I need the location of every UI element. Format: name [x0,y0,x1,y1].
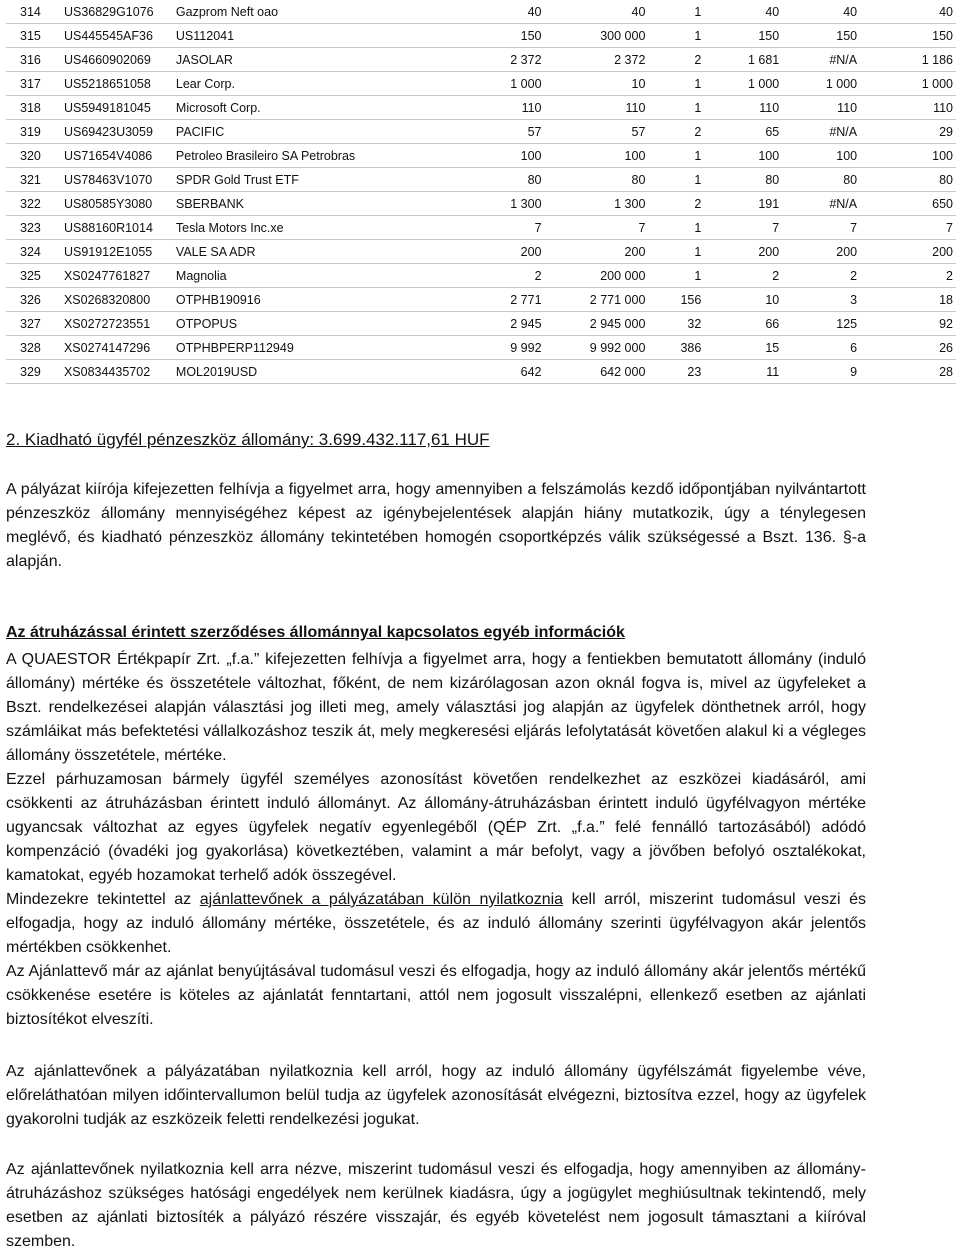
cell-q3: 1 [648,72,704,96]
cell-q1: 7 [469,216,545,240]
cell-q5: 125 [782,312,860,336]
paragraph-mindezekre-underlined: ajánlattevőnek a pályázatában külön nyilatkoznia [199,891,564,908]
cell-q2: 300 000 [545,24,649,48]
cell-q5: 2 [782,264,860,288]
cell-q2: 40 [545,0,649,24]
cell-q1: 80 [469,168,545,192]
cell-no: 318 [6,96,61,120]
cell-q2: 7 [545,216,649,240]
table-row [6,216,956,240]
cell-isin: US78463V1070 [61,168,173,192]
cell-isin: US4660902069 [61,48,173,72]
holdings-table [6,0,956,384]
cell-q2: 110 [545,96,649,120]
cell-no: 315 [6,24,61,48]
cell-q3: 1 [648,24,704,48]
cell-q6: 1 000 [860,72,956,96]
cell-name: SPDR Gold Trust ETF [173,168,469,192]
table-row [6,144,956,168]
cell-q2: 80 [545,168,649,192]
cell-q3: 156 [648,288,704,312]
table-row [6,120,956,144]
cell-q3: 32 [648,312,704,336]
cell-q4: 65 [704,120,782,144]
cell-no: 320 [6,144,61,168]
cell-q2: 2 771 000 [545,288,649,312]
table-row [6,24,956,48]
cell-q2: 200 [545,240,649,264]
cell-name: OTPHBPERP112949 [173,336,469,360]
cell-no: 319 [6,120,61,144]
cell-name: JASOLAR [173,48,469,72]
cell-q4: 100 [704,144,782,168]
cell-q3: 23 [648,360,704,384]
cell-q3: 1 [648,264,704,288]
cell-name: Lear Corp. [173,72,469,96]
cell-isin: XS0247761827 [61,264,173,288]
table-row [6,72,956,96]
table-row [6,360,956,384]
cell-q5: 7 [782,216,860,240]
cell-q6: 100 [860,144,956,168]
cell-q4: 80 [704,168,782,192]
cell-name: VALE SA ADR [173,240,469,264]
cell-isin: US88160R1014 [61,216,173,240]
cell-q1: 40 [469,0,545,24]
cell-q4: 1 681 [704,48,782,72]
cell-q1: 57 [469,120,545,144]
paragraph-ajanlattevo: Az Ajánlattevő már az ajánlat benyújtásával tudomásul veszi és elfogadja, hogy az induló állomány akár jelentős mértékű csökkenése esetére is köteles az ajánlatát fenntartani, attól nem jogosult visszalépni, ellenkező esetben az ajánlati biztosítékot elveszíti. [6,963,866,1028]
cell-q5: 200 [782,240,860,264]
cell-q6: 2 [860,264,956,288]
cell-name: Microsoft Corp. [173,96,469,120]
cell-q5: 100 [782,144,860,168]
cell-q4: 66 [704,312,782,336]
cell-name: MOL2019USD [173,360,469,384]
section-heading-kiadhato: 2. Kiadható ügyfél pénzeszköz állomány: 3.699.432.117,61 HUF [6,430,490,449]
cell-isin: US69423U3059 [61,120,173,144]
cell-q1: 1 000 [469,72,545,96]
cell-q4: 200 [704,240,782,264]
table-row [6,168,956,192]
cell-q6: 26 [860,336,956,360]
cell-name: Gazprom Neft oao [173,0,469,24]
cell-isin: XS0834435702 [61,360,173,384]
table-row [6,96,956,120]
cell-q6: 200 [860,240,956,264]
cell-q4: 15 [704,336,782,360]
table-row [6,336,956,360]
holdings-table-body [6,0,956,384]
cell-q5: 150 [782,24,860,48]
cell-name: PACIFIC [173,120,469,144]
paragraph-mindezekre [6,888,866,960]
cell-q3: 2 [648,120,704,144]
cell-isin: XS0274147296 [61,336,173,360]
cell-q1: 110 [469,96,545,120]
cell-name: OTPOPUS [173,312,469,336]
cell-q6: 92 [860,312,956,336]
table-row [6,312,956,336]
cell-q3: 1 [648,216,704,240]
cell-name: US112041 [173,24,469,48]
cell-q1: 100 [469,144,545,168]
cell-q2: 2 945 000 [545,312,649,336]
cell-q2: 9 992 000 [545,336,649,360]
cell-q2: 200 000 [545,264,649,288]
cell-q3: 1 [648,240,704,264]
cell-name: OTPHB190916 [173,288,469,312]
cell-q3: 2 [648,192,704,216]
cell-q3: 1 [648,0,704,24]
cell-isin: US80585Y3080 [61,192,173,216]
cell-no: 321 [6,168,61,192]
cell-name: Tesla Motors Inc.xe [173,216,469,240]
cell-q1: 150 [469,24,545,48]
cell-q4: 11 [704,360,782,384]
cell-no: 323 [6,216,61,240]
paragraph-homogen-csoport: A pályázat kiírója kifejezetten felhívja a figyelmet arra, hogy amennyiben a felszámolás kezdő időpontjában nyilvántartott pénzeszköz állomány mennyiségéhez képest az igénybejelentések alapján hiány mutatkozik, úgy a ténylegesen meglévő, és kiadható pénzeszköz állomány tekintetében homogén csoportképzés válik szükségessé a Bszt. 136. §-a alapján. [6,481,866,570]
cell-q2: 1 300 [545,192,649,216]
cell-isin: US5949181045 [61,96,173,120]
cell-isin: US445545AF36 [61,24,173,48]
cell-q6: 650 [860,192,956,216]
cell-q5: 110 [782,96,860,120]
cell-q5: 3 [782,288,860,312]
cell-q5: 9 [782,360,860,384]
cell-q1: 9 992 [469,336,545,360]
cell-no: 326 [6,288,61,312]
cell-q3: 1 [648,144,704,168]
cell-q6: 29 [860,120,956,144]
table-row [6,288,956,312]
table-row [6,240,956,264]
cell-q5: 40 [782,0,860,24]
section-heading-egyeb-informaciok: Az átruházással érintett szerződéses állománnyal kapcsolatos egyéb információk [6,624,625,641]
table-row [6,48,956,72]
cell-q4: 1 000 [704,72,782,96]
cell-q2: 100 [545,144,649,168]
cell-no: 322 [6,192,61,216]
paragraph-parhuzamosan: Ezzel párhuzamosan bármely ügyfél személyes azonosítást követően rendelkezhet az eszközei kiadásáról, ami csökkenti az átruházásban érintett induló állományt. Az állomány-átruházásban érintett induló ügyfélvagyon mértéke ugyancsak változhat az egyes ügyfelek negatív egyenlegéből (QÉP Zrt. „f.a.” felé fennálló tartozásából) adódó kompenzáció (óvadéki jog gyakorlása) következtében, valamint a már befolyt, vagy a jövőben befolyó osztalékokat, kamatokat, egyéb hozamokat terhelő adók összegével. [6,771,866,884]
cell-q6: 110 [860,96,956,120]
cell-q5: #N/A [782,48,860,72]
cell-q6: 28 [860,360,956,384]
cell-q4: 110 [704,96,782,120]
cell-q6: 18 [860,288,956,312]
cell-q4: 191 [704,192,782,216]
cell-q1: 2 771 [469,288,545,312]
cell-q4: 2 [704,264,782,288]
cell-no: 328 [6,336,61,360]
paragraph-hatosagi-engedely: Az ajánlattevőnek nyilatkoznia kell arra nézve, miszerint tudomásul veszi és elfogadja, hogy amennyiben az állomány-átruházáshoz szükséges hatósági engedélyek nem kerülnek kiadásra, úgy a jogügylet meghiúsultnak tekintendő, mely esetben az ajánlati biztosíték a pályázó részére visszajár, és egyéb követelést nem jogosult támasztani a kiíróval szemben. [6,1161,866,1250]
paragraph-mindezekre-end: kell arról, miszerint tudomásul veszi és elfogadja, hogy az induló állomány mértéke, összetétele, és az induló állomány szerinti ügyfélvagyon akár jelentős mértékben csökkenhet. [6,891,867,956]
table-row [6,0,956,24]
cell-q1: 642 [469,360,545,384]
cell-name: Magnolia [173,264,469,288]
cell-q3: 386 [648,336,704,360]
cell-q5: #N/A [782,192,860,216]
cell-q1: 2 372 [469,48,545,72]
cell-q3: 2 [648,48,704,72]
cell-q6: 80 [860,168,956,192]
cell-q5: 6 [782,336,860,360]
cell-q6: 40 [860,0,956,24]
cell-q4: 10 [704,288,782,312]
cell-no: 324 [6,240,61,264]
cell-q6: 150 [860,24,956,48]
cell-q1: 200 [469,240,545,264]
cell-q2: 642 000 [545,360,649,384]
cell-isin: XS0272723551 [61,312,173,336]
cell-q3: 1 [648,96,704,120]
cell-isin: US71654V4086 [61,144,173,168]
cell-isin: US91912E1055 [61,240,173,264]
cell-no: 327 [6,312,61,336]
cell-q1: 1 300 [469,192,545,216]
cell-q6: 7 [860,216,956,240]
cell-q4: 150 [704,24,782,48]
cell-no: 325 [6,264,61,288]
cell-no: 317 [6,72,61,96]
table-row [6,264,956,288]
cell-q6: 1 186 [860,48,956,72]
cell-no: 314 [6,0,61,24]
cell-q1: 2 [469,264,545,288]
cell-q5: #N/A [782,120,860,144]
cell-q2: 10 [545,72,649,96]
cell-name: SBERBANK [173,192,469,216]
cell-q1: 2 945 [469,312,545,336]
table-row [6,192,956,216]
cell-q2: 2 372 [545,48,649,72]
cell-name: Petroleo Brasileiro SA Petrobras [173,144,469,168]
cell-q5: 80 [782,168,860,192]
cell-no: 329 [6,360,61,384]
cell-q4: 40 [704,0,782,24]
paragraph-azonositas: Az ajánlattevőnek a pályázatában nyilatkoznia kell arról, hogy az induló állomány ügyfélszámát figyelembe véve, előreláthatóan milyen időintervallumon belül tudja az ügyfelek azonosítását elvégezni, biztosítva ezzel, hogy az ügyfelek gyakorolni tudják az eszközeik feletti rendelkezési jogukat. [6,1063,866,1128]
paragraph-quaestor: A QUAESTOR Értékpapír Zrt. „f.a.” kifejezetten felhívja a figyelmet arra, hogy a fentiekben bemutatott állomány (induló állomány) mértéke és összetétele változhat, főként, de nem kizárólagosan azon oknál fogva is, mivel az ügyfeleket a Bszt. rendelkezései alapján választási jog illeti meg, amely választási jog alapján az ügyfelek dönthetnek arról, hogy számláikat más befektetési vállalkozáshoz teszik át, mely megkeresési eljárás lefolytatását követően alakul ki a végleges állomány összetétele, mértéke. [6,651,866,764]
cell-no: 316 [6,48,61,72]
cell-q4: 7 [704,216,782,240]
cell-q2: 57 [545,120,649,144]
cell-q5: 1 000 [782,72,860,96]
paragraph-mindezekre-start: Mindezekre tekintettel az [6,891,200,908]
cell-isin: XS0268320800 [61,288,173,312]
cell-isin: US5218651058 [61,72,173,96]
cell-q3: 1 [648,168,704,192]
cell-isin: US36829G1076 [61,0,173,24]
